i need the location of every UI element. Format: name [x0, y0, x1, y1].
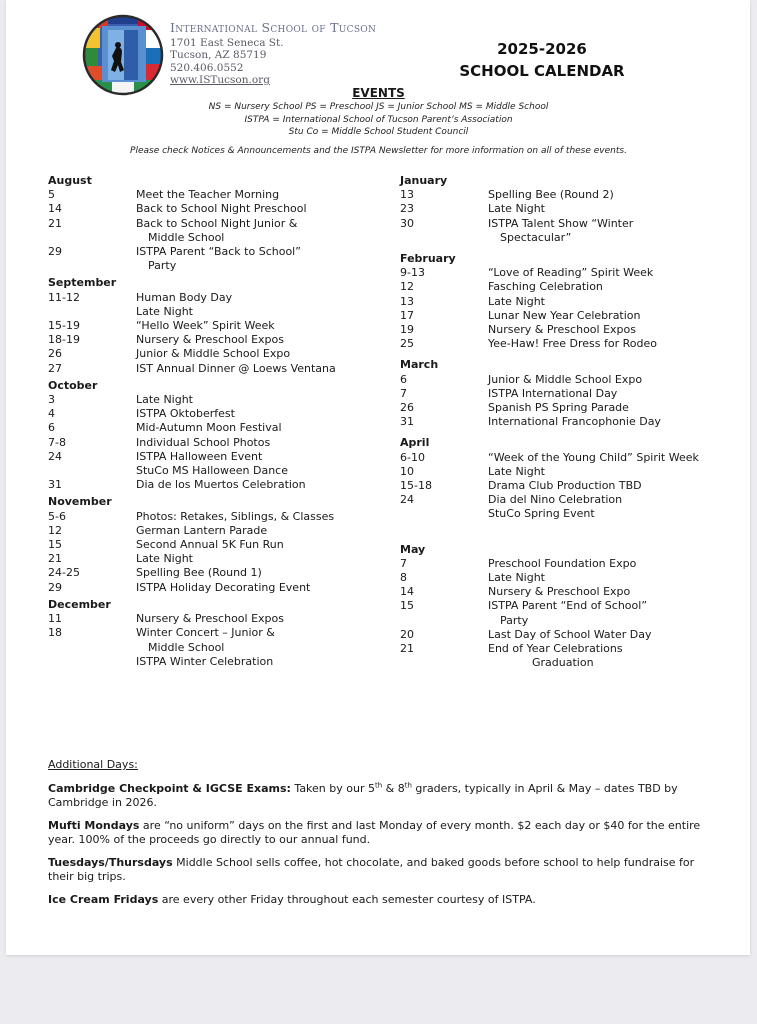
event-description — [136, 552, 393, 566]
event-date: 9-13 — [400, 266, 425, 280]
event-description — [488, 465, 730, 479]
event-description — [488, 295, 730, 309]
event-description — [488, 387, 730, 401]
abbreviation-legend — [0, 101, 757, 139]
event-text: Late Night — [488, 294, 545, 308]
event-row — [48, 538, 393, 552]
event-description — [488, 557, 730, 571]
month-heading: September — [48, 276, 117, 290]
event-row — [400, 628, 730, 642]
event-row — [48, 436, 393, 450]
event-text: ISTPA International Day — [488, 386, 618, 400]
event-description — [136, 393, 393, 407]
event-description — [488, 266, 730, 280]
event-description — [488, 401, 730, 415]
event-date: 4 — [48, 407, 55, 421]
event-date: 23 — [400, 202, 414, 216]
event-text: Preschool Foundation Expo — [488, 556, 637, 570]
event-date: 21 — [400, 642, 414, 656]
event-text: Late Night — [488, 571, 545, 585]
event-text: End of Year Celebrations — [488, 642, 623, 656]
event-text: Nursery & Preschool Expos — [488, 323, 636, 337]
event-row — [48, 655, 393, 669]
month-heading: March — [400, 358, 439, 372]
event-description — [136, 319, 393, 333]
event-text: ISTPA Winter Celebration — [136, 654, 274, 668]
event-row — [400, 266, 730, 280]
event-description — [136, 362, 393, 376]
event-row — [48, 217, 393, 245]
ice-cream-fridays-label: Ice Cream Fridays — [48, 892, 159, 906]
event-row — [400, 295, 730, 309]
event-row — [400, 387, 730, 401]
event-row — [400, 599, 730, 627]
event-row — [400, 642, 730, 670]
event-text: Spelling Bee (Round 2) — [488, 188, 614, 202]
event-row — [400, 585, 730, 599]
event-description — [136, 291, 393, 305]
event-row — [48, 524, 393, 538]
event-text: Second Annual 5K Fun Run — [136, 538, 284, 552]
event-text: Back to School Night Preschool — [136, 202, 307, 216]
event-text: Spanish PS Spring Parade — [488, 401, 629, 415]
event-description — [136, 538, 393, 552]
event-description — [488, 188, 730, 202]
event-row — [400, 401, 730, 415]
event-text: Spelling Bee (Round 1) — [136, 566, 262, 580]
cambridge-exams-note: Cambridge Checkpoint & IGCSE Exams: Taken by our 5th & 8th graders, typically in April & May – dates TBD by Cambridge in 2026. — [48, 780, 678, 809]
event-description — [488, 280, 730, 294]
event-date: 31 — [400, 415, 414, 429]
event-row — [48, 612, 393, 626]
event-row — [400, 337, 730, 351]
legend-line: Stu Co = Middle School Student Council — [288, 127, 469, 137]
tuesdays-thursdays-note: Tuesdays/Thursdays Middle School sells coffee, hot chocolate, and baked goods before school to help fundraise for their big trips. — [48, 855, 695, 883]
event-description — [488, 373, 730, 387]
month-heading: October — [48, 378, 98, 392]
event-row — [48, 626, 393, 654]
event-text-continued: Middle School — [148, 640, 225, 654]
month-heading: April — [400, 436, 430, 450]
event-row — [48, 291, 393, 305]
event-description — [488, 599, 730, 627]
event-text-continued: Spectacular” — [500, 230, 572, 244]
event-row — [48, 450, 393, 464]
event-date: 14 — [48, 202, 62, 216]
event-text: “Week of the Young Child” Spirit Week — [488, 450, 699, 464]
event-row — [400, 571, 730, 585]
school-name: International School of Tucson — [170, 20, 377, 35]
event-row — [48, 581, 393, 595]
event-text: Junior & Middle School Expo — [136, 347, 291, 361]
event-date: 24 — [400, 493, 414, 507]
event-text: “Love of Reading” Spirit Week — [488, 266, 654, 280]
event-row — [48, 393, 393, 407]
school-address-line1: 1701 East Seneca St. — [170, 36, 284, 49]
event-date: 3 — [48, 393, 55, 407]
event-date: 31 — [48, 478, 62, 492]
event-date: 10 — [400, 464, 414, 478]
event-row — [48, 510, 393, 524]
event-text: Drama Club Production TBD — [488, 479, 642, 493]
event-date: 17 — [400, 308, 414, 322]
event-text-continued: Party — [148, 259, 177, 273]
event-text: Fasching Celebration — [488, 280, 603, 294]
month-heading: May — [400, 542, 426, 556]
event-date: 13 — [400, 294, 414, 308]
event-text: Individual School Photos — [136, 435, 271, 449]
event-text: StuCo Spring Event — [488, 507, 595, 521]
event-date: 27 — [48, 361, 62, 375]
month-gap — [400, 522, 730, 543]
event-row — [48, 407, 393, 421]
event-row — [400, 415, 730, 429]
event-text: “Hello Week” Spirit Week — [136, 319, 275, 333]
event-date: 24-25 — [48, 566, 80, 580]
event-description — [136, 305, 393, 319]
event-row — [48, 319, 393, 333]
event-row — [400, 507, 730, 521]
event-text: Late Night — [488, 202, 545, 216]
event-description — [488, 493, 730, 507]
event-text: Late Night — [136, 393, 193, 407]
event-text: ISTPA Talent Show “Winter — [488, 216, 634, 230]
calendar-year: 2025-2026 — [497, 40, 587, 58]
additional-days-heading: Additional Days: — [48, 758, 138, 771]
school-phone: 520.406.0552 — [170, 61, 244, 74]
event-description — [136, 626, 393, 654]
event-row — [48, 188, 393, 202]
event-row — [400, 280, 730, 294]
event-description — [488, 415, 730, 429]
school-logo — [82, 14, 164, 96]
event-text: German Lantern Parade — [136, 523, 268, 537]
event-text: Dia de los Muertos Celebration — [136, 478, 306, 492]
event-description — [488, 507, 730, 521]
event-description — [136, 581, 393, 595]
event-date: 12 — [400, 280, 414, 294]
month-gap — [400, 429, 730, 436]
school-website[interactable]: www.ISTucson.org — [170, 74, 270, 87]
event-date: 15-19 — [48, 319, 80, 333]
event-text: StuCo MS Halloween Dance — [136, 464, 288, 478]
calendar-title — [458, 38, 626, 82]
event-date: 24 — [48, 449, 62, 463]
event-date: 7-8 — [48, 435, 66, 449]
event-row — [48, 464, 393, 478]
event-description — [488, 337, 730, 351]
event-date: 21 — [48, 552, 62, 566]
event-description — [136, 510, 393, 524]
event-text: Late Night — [136, 552, 193, 566]
event-description — [136, 217, 393, 245]
event-date: 6 — [48, 421, 55, 435]
month-gap — [400, 351, 730, 358]
event-description — [136, 245, 393, 273]
event-description — [488, 323, 730, 337]
event-row — [400, 557, 730, 571]
notice-text: Please check Notices & Announcements and the ISTPA Newsletter for more information on all of these events. — [130, 146, 627, 156]
event-date: 15 — [400, 599, 414, 613]
school-address-line2: Tucson, AZ 85719 — [170, 49, 267, 62]
event-text: ISTPA Holiday Decorating Event — [136, 580, 311, 594]
event-date: 5-6 — [48, 509, 66, 523]
event-date: 5 — [48, 188, 55, 202]
event-date: 7 — [400, 556, 407, 570]
event-description — [136, 655, 393, 669]
event-row — [400, 479, 730, 493]
event-description — [136, 188, 393, 202]
event-date: 29 — [48, 245, 62, 259]
events-column-right — [400, 174, 730, 671]
event-description — [136, 436, 393, 450]
event-date: 14 — [400, 585, 414, 599]
events-heading: EVENTS — [352, 86, 405, 100]
event-text: Meet the Teacher Morning — [136, 188, 280, 202]
event-description — [488, 451, 730, 465]
event-description — [136, 464, 393, 478]
event-text: Winter Concert – Junior & — [136, 626, 275, 640]
ice-cream-fridays-note: Ice Cream Fridays are every other Friday throughout each semester courtesy of ISTPA. — [48, 892, 536, 906]
month-heading: August — [48, 174, 92, 187]
event-description — [136, 407, 393, 421]
event-row — [48, 566, 393, 580]
event-text: Late Night — [488, 464, 545, 478]
event-row — [400, 323, 730, 337]
event-description — [488, 585, 730, 599]
event-date: 13 — [400, 188, 414, 202]
event-date: 19 — [400, 323, 414, 337]
month-heading: November — [48, 495, 112, 509]
event-date: 6 — [400, 372, 407, 386]
event-date: 21 — [48, 216, 62, 230]
event-text: ISTPA Oktoberfest — [136, 407, 235, 421]
event-date: 12 — [48, 523, 62, 537]
event-row — [48, 347, 393, 361]
event-date: 7 — [400, 386, 407, 400]
event-row — [48, 333, 393, 347]
event-description — [488, 202, 730, 216]
school-info — [170, 22, 376, 87]
event-description — [488, 309, 730, 323]
event-date: 29 — [48, 580, 62, 594]
event-text: IST Annual Dinner @ Loews Ventana — [136, 361, 336, 375]
event-text: Yee-Haw! Free Dress for Rodeo — [488, 337, 657, 351]
event-text: ISTPA Parent “End of School” — [488, 599, 648, 613]
event-date: 26 — [400, 401, 414, 415]
event-row — [48, 362, 393, 376]
event-date: 6-10 — [400, 450, 425, 464]
event-date: 11-12 — [48, 290, 80, 304]
event-text: Dia del Nino Celebration — [488, 493, 623, 507]
event-description — [136, 450, 393, 464]
event-description — [136, 566, 393, 580]
event-date: 18 — [48, 626, 62, 640]
event-date: 8 — [400, 571, 407, 585]
event-date: 15 — [48, 538, 62, 552]
month-heading: December — [48, 597, 111, 611]
event-row — [48, 421, 393, 435]
event-description — [488, 642, 730, 670]
event-date: 20 — [400, 627, 414, 641]
event-date: 25 — [400, 337, 414, 351]
event-text: Junior & Middle School Expo — [488, 372, 643, 386]
legend-line: NS = Nursery School PS = Preschool JS = Junior School MS = Middle School — [208, 102, 549, 112]
event-row — [400, 309, 730, 323]
event-description — [136, 421, 393, 435]
event-text: Late Night — [136, 304, 193, 318]
event-row — [48, 478, 393, 492]
calendar-subtitle: SCHOOL CALENDAR — [459, 62, 625, 80]
legend-line: ISTPA = International School of Tucson Parent’s Association — [244, 114, 513, 125]
event-text: International Francophonie Day — [488, 415, 661, 429]
month-gap — [400, 245, 730, 252]
tuesdays-thursdays-label: Tuesdays/Thursdays — [48, 855, 173, 869]
event-text: Nursery & Preschool Expos — [136, 333, 284, 347]
event-text: Nursery & Preschool Expo — [488, 585, 631, 599]
event-text: Mid-Autumn Moon Festival — [136, 421, 282, 435]
event-description — [136, 478, 393, 492]
mufti-mondays-note: Mufti Mondays are “no uniform” days on the first and last Monday of every month. $2 each day or $40 for the entire year. 100% of the proceeds go directly to our annual fund. — [48, 818, 701, 846]
event-date: 11 — [48, 612, 62, 626]
event-text-continued: Middle School — [148, 230, 225, 244]
event-text: Lunar New Year Celebration — [488, 308, 641, 322]
event-date: 26 — [48, 347, 62, 361]
event-description — [136, 202, 393, 216]
event-text: Human Body Day — [136, 290, 233, 304]
events-column-left — [48, 174, 393, 669]
event-text-continued: Graduation — [532, 656, 594, 670]
event-row — [400, 465, 730, 479]
cambridge-exams-label: Cambridge Checkpoint & IGCSE Exams: — [48, 781, 291, 795]
mufti-mondays-label: Mufti Mondays — [48, 818, 140, 832]
event-text: Last Day of School Water Day — [488, 627, 652, 641]
event-date: 18-19 — [48, 333, 80, 347]
event-description — [488, 217, 730, 245]
event-text: Photos: Retakes, Siblings, & Classes — [136, 509, 335, 523]
event-text: Nursery & Preschool Expos — [136, 612, 284, 626]
event-date: 30 — [400, 216, 414, 230]
month-heading: January — [400, 174, 448, 187]
event-row — [48, 245, 393, 273]
event-row — [400, 493, 730, 507]
event-description — [136, 612, 393, 626]
event-row — [400, 188, 730, 202]
event-row — [400, 217, 730, 245]
event-description — [136, 333, 393, 347]
event-text-continued: Party — [500, 613, 529, 627]
event-description — [136, 524, 393, 538]
event-text: ISTPA Parent “Back to School” — [136, 245, 301, 259]
event-row — [48, 305, 393, 319]
event-row — [400, 202, 730, 216]
event-row — [48, 202, 393, 216]
event-row — [48, 552, 393, 566]
event-text: Back to School Night Junior & — [136, 216, 298, 230]
month-heading: February — [400, 252, 456, 266]
additional-days-section — [48, 758, 708, 915]
event-row — [400, 451, 730, 465]
event-date: 15-18 — [400, 479, 432, 493]
event-text: ISTPA Halloween Event — [136, 449, 263, 463]
event-row — [400, 373, 730, 387]
event-description — [488, 628, 730, 642]
event-description — [136, 347, 393, 361]
event-description — [488, 479, 730, 493]
event-description — [488, 571, 730, 585]
